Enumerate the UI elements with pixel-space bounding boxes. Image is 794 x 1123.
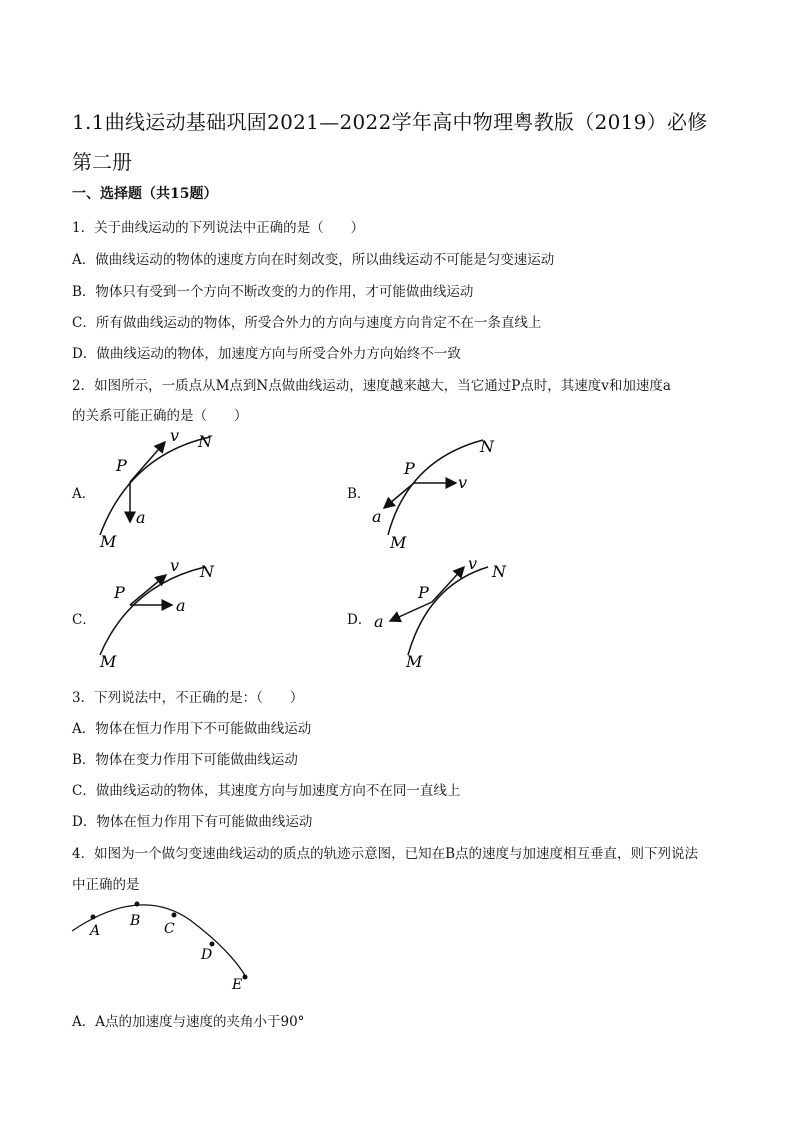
question-4-stem-continued: 中正确的是 <box>72 877 140 893</box>
trajectory-curve <box>408 567 488 655</box>
question-3-option-c: C．做曲线运动的物体，其速度方向与加速度方向不在同一直线上 <box>72 783 461 799</box>
trajectory-curve <box>100 567 205 655</box>
question-2-figure-a <box>90 425 230 555</box>
document-title: 1.1曲线运动基础巩固2021—2022学年高中物理粤教版（2019）必修 <box>72 110 708 134</box>
question-1-stem: 1．关于曲线运动的下列说法中正确的是（ ） <box>72 220 365 236</box>
label-a: a <box>372 507 382 526</box>
document-title-continued: 第二册 <box>72 150 132 174</box>
label-m: M <box>100 652 117 671</box>
velocity-arrow <box>130 442 165 482</box>
label-m: M <box>390 533 407 552</box>
label-n: N <box>480 437 494 456</box>
label-p: P <box>114 583 125 602</box>
label-p: P <box>404 459 415 478</box>
question-2-figure-c <box>90 555 230 680</box>
question-1-option-d: D．做曲线运动的物体，加速度方向与所受合外力方向始终不一致 <box>72 346 461 362</box>
velocity-arrow <box>130 575 166 605</box>
label-a: a <box>176 596 186 615</box>
label-d: D <box>201 947 213 963</box>
trajectory-curve <box>388 440 483 535</box>
question-1-option-c: C．所有做曲线运动的物体，所受合外力的方向与速度方向肯定不在一条直线上 <box>72 315 542 331</box>
point-c <box>172 913 177 918</box>
label-e: E <box>232 977 243 993</box>
point-b <box>135 902 140 907</box>
trajectory-curve <box>100 437 210 535</box>
label-b: B <box>130 913 141 929</box>
acceleration-arrow <box>390 602 432 621</box>
label-c: C <box>164 921 175 937</box>
label-m: M <box>406 652 423 671</box>
label-m: M <box>100 532 117 551</box>
label-n: N <box>200 562 214 581</box>
question-3-option-a: A．物体在恒力作用下不可能做曲线运动 <box>72 721 312 737</box>
label-n: N <box>492 562 506 581</box>
question-4-option-a: A．A点的加速度与速度的夹角小于90° <box>72 1014 305 1030</box>
label-p: P <box>418 583 429 602</box>
question-2-option-d-label: D． <box>347 612 372 628</box>
point-a <box>91 915 96 920</box>
label-n: N <box>198 432 212 451</box>
label-v: v <box>458 473 468 492</box>
question-2-option-c-label: C． <box>72 612 96 628</box>
section-heading: 一、选择题（共15题） <box>72 186 218 202</box>
label-a: a <box>136 508 146 527</box>
label-p: P <box>116 456 127 475</box>
label-v: v <box>170 556 180 575</box>
question-4-trajectory-figure <box>70 895 260 995</box>
question-2-stem: 2．如图所示，一质点从M点到N点做曲线运动，速度越来越大，当它通过P点时，其速度v和加速度a <box>72 378 671 394</box>
trajectory-curve <box>72 905 246 977</box>
label-v: v <box>170 426 180 445</box>
label-v: v <box>468 555 478 573</box>
label-a: a <box>374 612 384 631</box>
velocity-arrow <box>432 567 464 602</box>
question-2-figure-d <box>368 555 518 680</box>
question-3-option-b: B．物体在变力作用下可能做曲线运动 <box>72 752 298 768</box>
label-a: A <box>90 923 101 939</box>
question-2-stem-continued: 的关系可能正确的是（ ） <box>72 408 248 424</box>
question-3-stem: 3．下列说法中，不正确的是：（ ） <box>72 690 304 706</box>
question-2-figure-b <box>368 430 508 555</box>
question-2-option-a-label: A． <box>72 486 96 502</box>
question-4-stem: 4．如图为一个做匀变速曲线运动的质点的轨迹示意图，已知在B点的速度与加速度相互垂直，则下列说法 <box>72 846 699 862</box>
question-1-option-b: B．物体只有受到一个方向不断改变的力的作用，才可能做曲线运动 <box>72 284 474 300</box>
question-1-option-a: A．做曲线运动的物体的速度方向在时刻改变，所以曲线运动不可能是匀变速运动 <box>72 252 555 268</box>
point-e <box>243 975 248 980</box>
point-d <box>210 942 215 947</box>
question-3-option-d: D．物体在恒力作用下有可能做曲线运动 <box>72 814 313 830</box>
question-2-option-b-label: B． <box>347 486 371 502</box>
